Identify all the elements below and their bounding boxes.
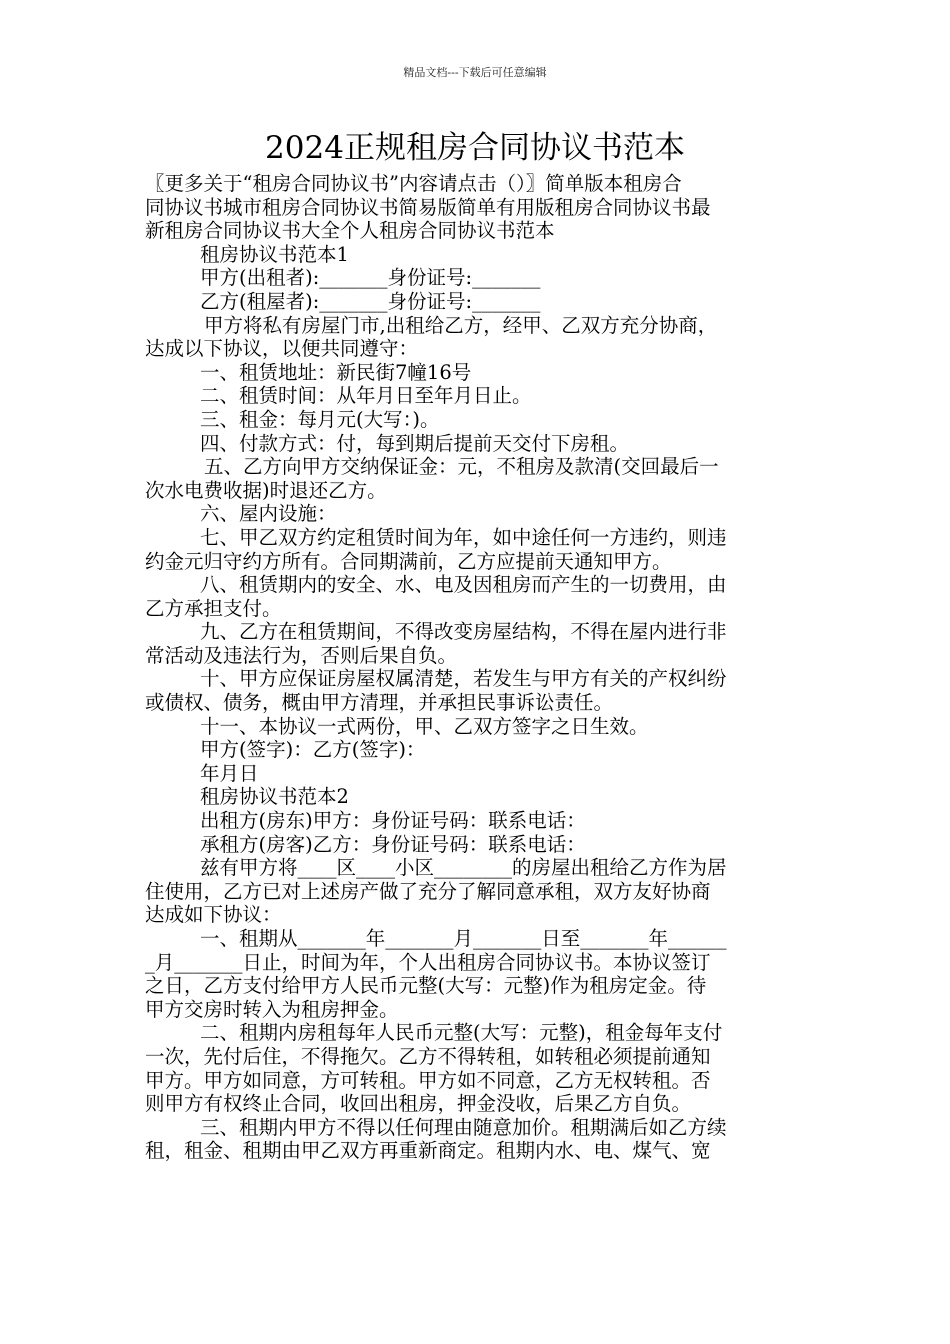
text-line: 一、租赁地址：新民街7幢16号	[200, 360, 472, 384]
text-line: 八、租赁期内的安全、水、电及因租房而产生的一切费用，由	[200, 573, 727, 597]
text-line: 十、甲方应保证房屋权属清楚，若发生与甲方有关的产权纠纷	[200, 667, 727, 691]
text-line: 甲方(出租者):_______身份证号:_______	[200, 266, 541, 290]
text-line: 三、租金：每月元(大写：)。	[200, 407, 440, 431]
text-line: 〖更多关于“租房合同协议书”内容请点击（）〗简单版本租房合	[145, 172, 682, 195]
text-line: 二、租赁时间：从年月日至年月日止。	[200, 384, 532, 408]
text-line: 次水电费收据)时退还乙方。	[145, 478, 387, 502]
text-line: 九、乙方在租赁期间，不得改变房屋结构，不得在屋内进行非	[200, 620, 727, 644]
text-line: 达成以下协议，以便共同遵守：	[145, 337, 419, 361]
text-line: 七、甲乙双方约定租赁时间为年，如中途任何一方违约，则违	[200, 525, 727, 549]
page-header: 精品文档---下载后可任意编辑	[403, 66, 547, 79]
text-line: 甲方(签字)：乙方(签字)：	[200, 738, 426, 762]
text-line: 同协议书城市租房合同协议书简易版简单有用版租房合同协议书最	[145, 195, 711, 219]
text-line: 五、乙方向甲方交纳保证金：元，不租房及款清(交回最后一	[204, 455, 719, 479]
text-line: 甲方。甲方如同意，方可转租。甲方如不同意，乙方无权转租。否	[145, 1068, 711, 1092]
text-line: 租房协议书范本2	[200, 785, 349, 809]
text-line: 或债权、债务，概由甲方清理，并承担民事诉讼责任。	[145, 691, 614, 715]
document-body	[145, 172, 813, 1163]
text-line: 甲方将私有房屋门市,出租给乙方，经甲、乙双方充分协商，	[204, 313, 718, 337]
text-line: 年月日	[200, 761, 259, 785]
text-line: 甲方交房时转入为租房押金。	[145, 997, 399, 1021]
text-line: 常活动及违法行为，否则后果自负。	[145, 643, 458, 667]
text-line: 出租方(房东)甲方：身份证号码：联系电话：	[200, 809, 586, 833]
text-line: 六、屋内设施：	[200, 502, 337, 526]
text-line: _月_______日止，时间为年，个人出租房合同协议书。本协议签订	[145, 950, 711, 974]
document-title: 2024正规租房合同协议书范本	[265, 130, 685, 166]
text-line: 达成如下协议：	[145, 903, 282, 927]
text-line: 三、租期内甲方不得以任何理由随意加价。租期满后如乙方续	[200, 1115, 727, 1139]
text-line: 租，租金、租期由甲乙双方再重新商定。租期内水、电、煤气、宽	[145, 1139, 711, 1163]
text-line: 兹有甲方将____区____小区________的房屋出租给乙方作为居	[200, 856, 727, 880]
text-line: 一、租期从_______年_______月_______日至_______年______	[200, 927, 727, 950]
text-line: 十一、本协议一式两份，甲、乙双方签字之日生效。	[200, 714, 649, 738]
text-line: 新租房合同协议书大全个人租房合同协议书范本	[145, 219, 555, 243]
text-line: 承租方(房客)乙方：身份证号码：联系电话：	[200, 832, 586, 856]
text-line: 二、租期内房租每年人民币元整(大写：元整)，租金每年支付	[200, 1021, 723, 1045]
text-line: 乙方(租屋者):_______身份证号:_______	[200, 289, 541, 313]
text-line: 则甲方有权终止合同，收回出租房，押金没收，后果乙方自负。	[145, 1092, 692, 1116]
text-line: 约金元归守约方所有。合同期满前，乙方应提前天通知甲方。	[145, 549, 672, 573]
text-line: 之日，乙方支付给甲方人民币元整(大写：元整)作为租房定金。待	[145, 974, 707, 998]
text-line: 一次，先付后住，不得拖欠。乙方不得转租，如转租必须提前通知	[145, 1044, 711, 1068]
text-line: 住使用，乙方已对上述房产做了充分了解同意承租，双方友好协商	[145, 879, 711, 903]
text-line: 租房协议书范本1	[200, 242, 349, 266]
text-line: 乙方承担支付。	[145, 596, 282, 620]
text-line: 四、付款方式：付，每到期后提前天交付下房租。	[200, 431, 630, 455]
